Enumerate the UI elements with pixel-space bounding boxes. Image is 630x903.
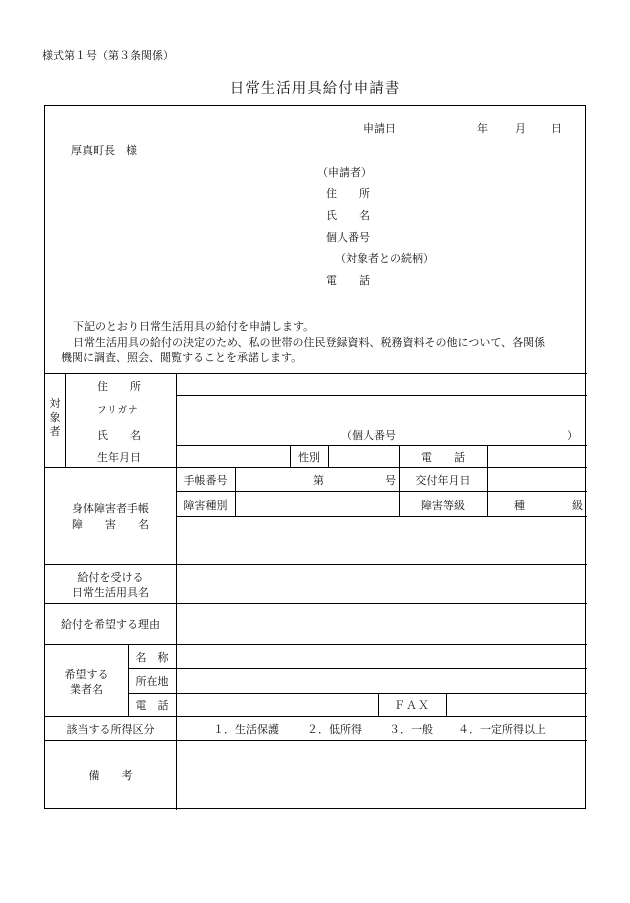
subject-name-label: 氏 名 <box>97 429 141 442</box>
subject-furigana-label: フリガナ <box>97 405 139 416</box>
document-title: 日常生活用具給付申請書 <box>229 81 401 97</box>
disability-handbook-label: 身体障害者手帳 <box>72 502 149 515</box>
subject-personal-number-label: （個人番号 <box>341 429 396 442</box>
grade-kyu: 級 <box>572 499 583 512</box>
income-option-above: ４．一定所得以上 <box>458 723 546 736</box>
subject-group-label: 対 象 者 <box>49 397 61 438</box>
grade-shu: 種 <box>514 499 525 512</box>
reason-label: 給付を希望する理由 <box>61 618 160 631</box>
handbook-number-label: 手帳番号 <box>183 474 228 487</box>
disability-name-label: 障 害 名 <box>72 518 149 531</box>
disability-grade-label: 障害等級 <box>421 499 465 512</box>
issue-date-label: 交付年月日 <box>415 474 471 487</box>
applicant-heading: （申請者） <box>317 166 372 179</box>
consent-statement-line-2: 機関に調査、照会、閲覧することを承諾します。 <box>61 351 303 364</box>
equipment-label-line-2: 日常生活用具名 <box>72 586 149 599</box>
vendor-fax-label: ＦＡＸ <box>394 699 430 712</box>
date-day-label: 日 <box>551 122 562 135</box>
applicant-relation-label: （対象者との続柄） <box>335 252 434 265</box>
vendor-phone-label: 電 話 <box>135 699 169 712</box>
consent-statement-line-1: 日常生活用具の給付の決定のため、私の世帯の住民登録資料、税務資料その他について、各関係 <box>73 336 546 349</box>
subject-phone-label: 電 話 <box>421 451 465 464</box>
subject-gender-label: 性別 <box>298 451 320 464</box>
applicant-personal-number-label: 個人番号 <box>326 231 370 244</box>
income-option-welfare: １．生活保護 <box>213 723 279 736</box>
addressee: 厚真町長 様 <box>71 144 137 157</box>
vendor-label-line-1: 希望する <box>64 668 109 681</box>
subject-address-label: 住 所 <box>97 380 141 393</box>
application-form <box>44 105 586 809</box>
disability-type-label: 障害種別 <box>183 499 228 512</box>
application-statement: 下記のとおり日常生活用具の給付を申請します。 <box>73 320 315 333</box>
application-date-label: 申請日 <box>363 122 396 135</box>
subject-personal-number-close: ） <box>567 429 578 442</box>
equipment-label-line-1: 給付を受ける <box>77 571 144 584</box>
remarks-label: 備 考 <box>88 769 133 782</box>
date-year-label: 年 <box>477 122 488 135</box>
handbook-number-go: 号 <box>385 474 396 487</box>
vendor-name-label: 名 称 <box>135 651 169 664</box>
applicant-name-label: 氏 名 <box>326 209 370 222</box>
income-option-low: ２．低所得 <box>307 723 362 736</box>
applicant-address-label: 住 所 <box>326 187 370 200</box>
vendor-label-line-2: 業者名 <box>70 683 103 696</box>
income-category-label: 該当する所得区分 <box>66 723 155 736</box>
subject-birthdate-label: 生年月日 <box>97 451 141 464</box>
applicant-phone-label: 電 話 <box>326 274 370 287</box>
vendor-location-label: 所在地 <box>135 675 169 688</box>
handbook-number-dai: 第 <box>313 474 324 487</box>
income-option-general: ３．一般 <box>389 723 433 736</box>
date-month-label: 月 <box>515 122 526 135</box>
form-number: 様式第１号（第３条関係） <box>42 49 174 62</box>
